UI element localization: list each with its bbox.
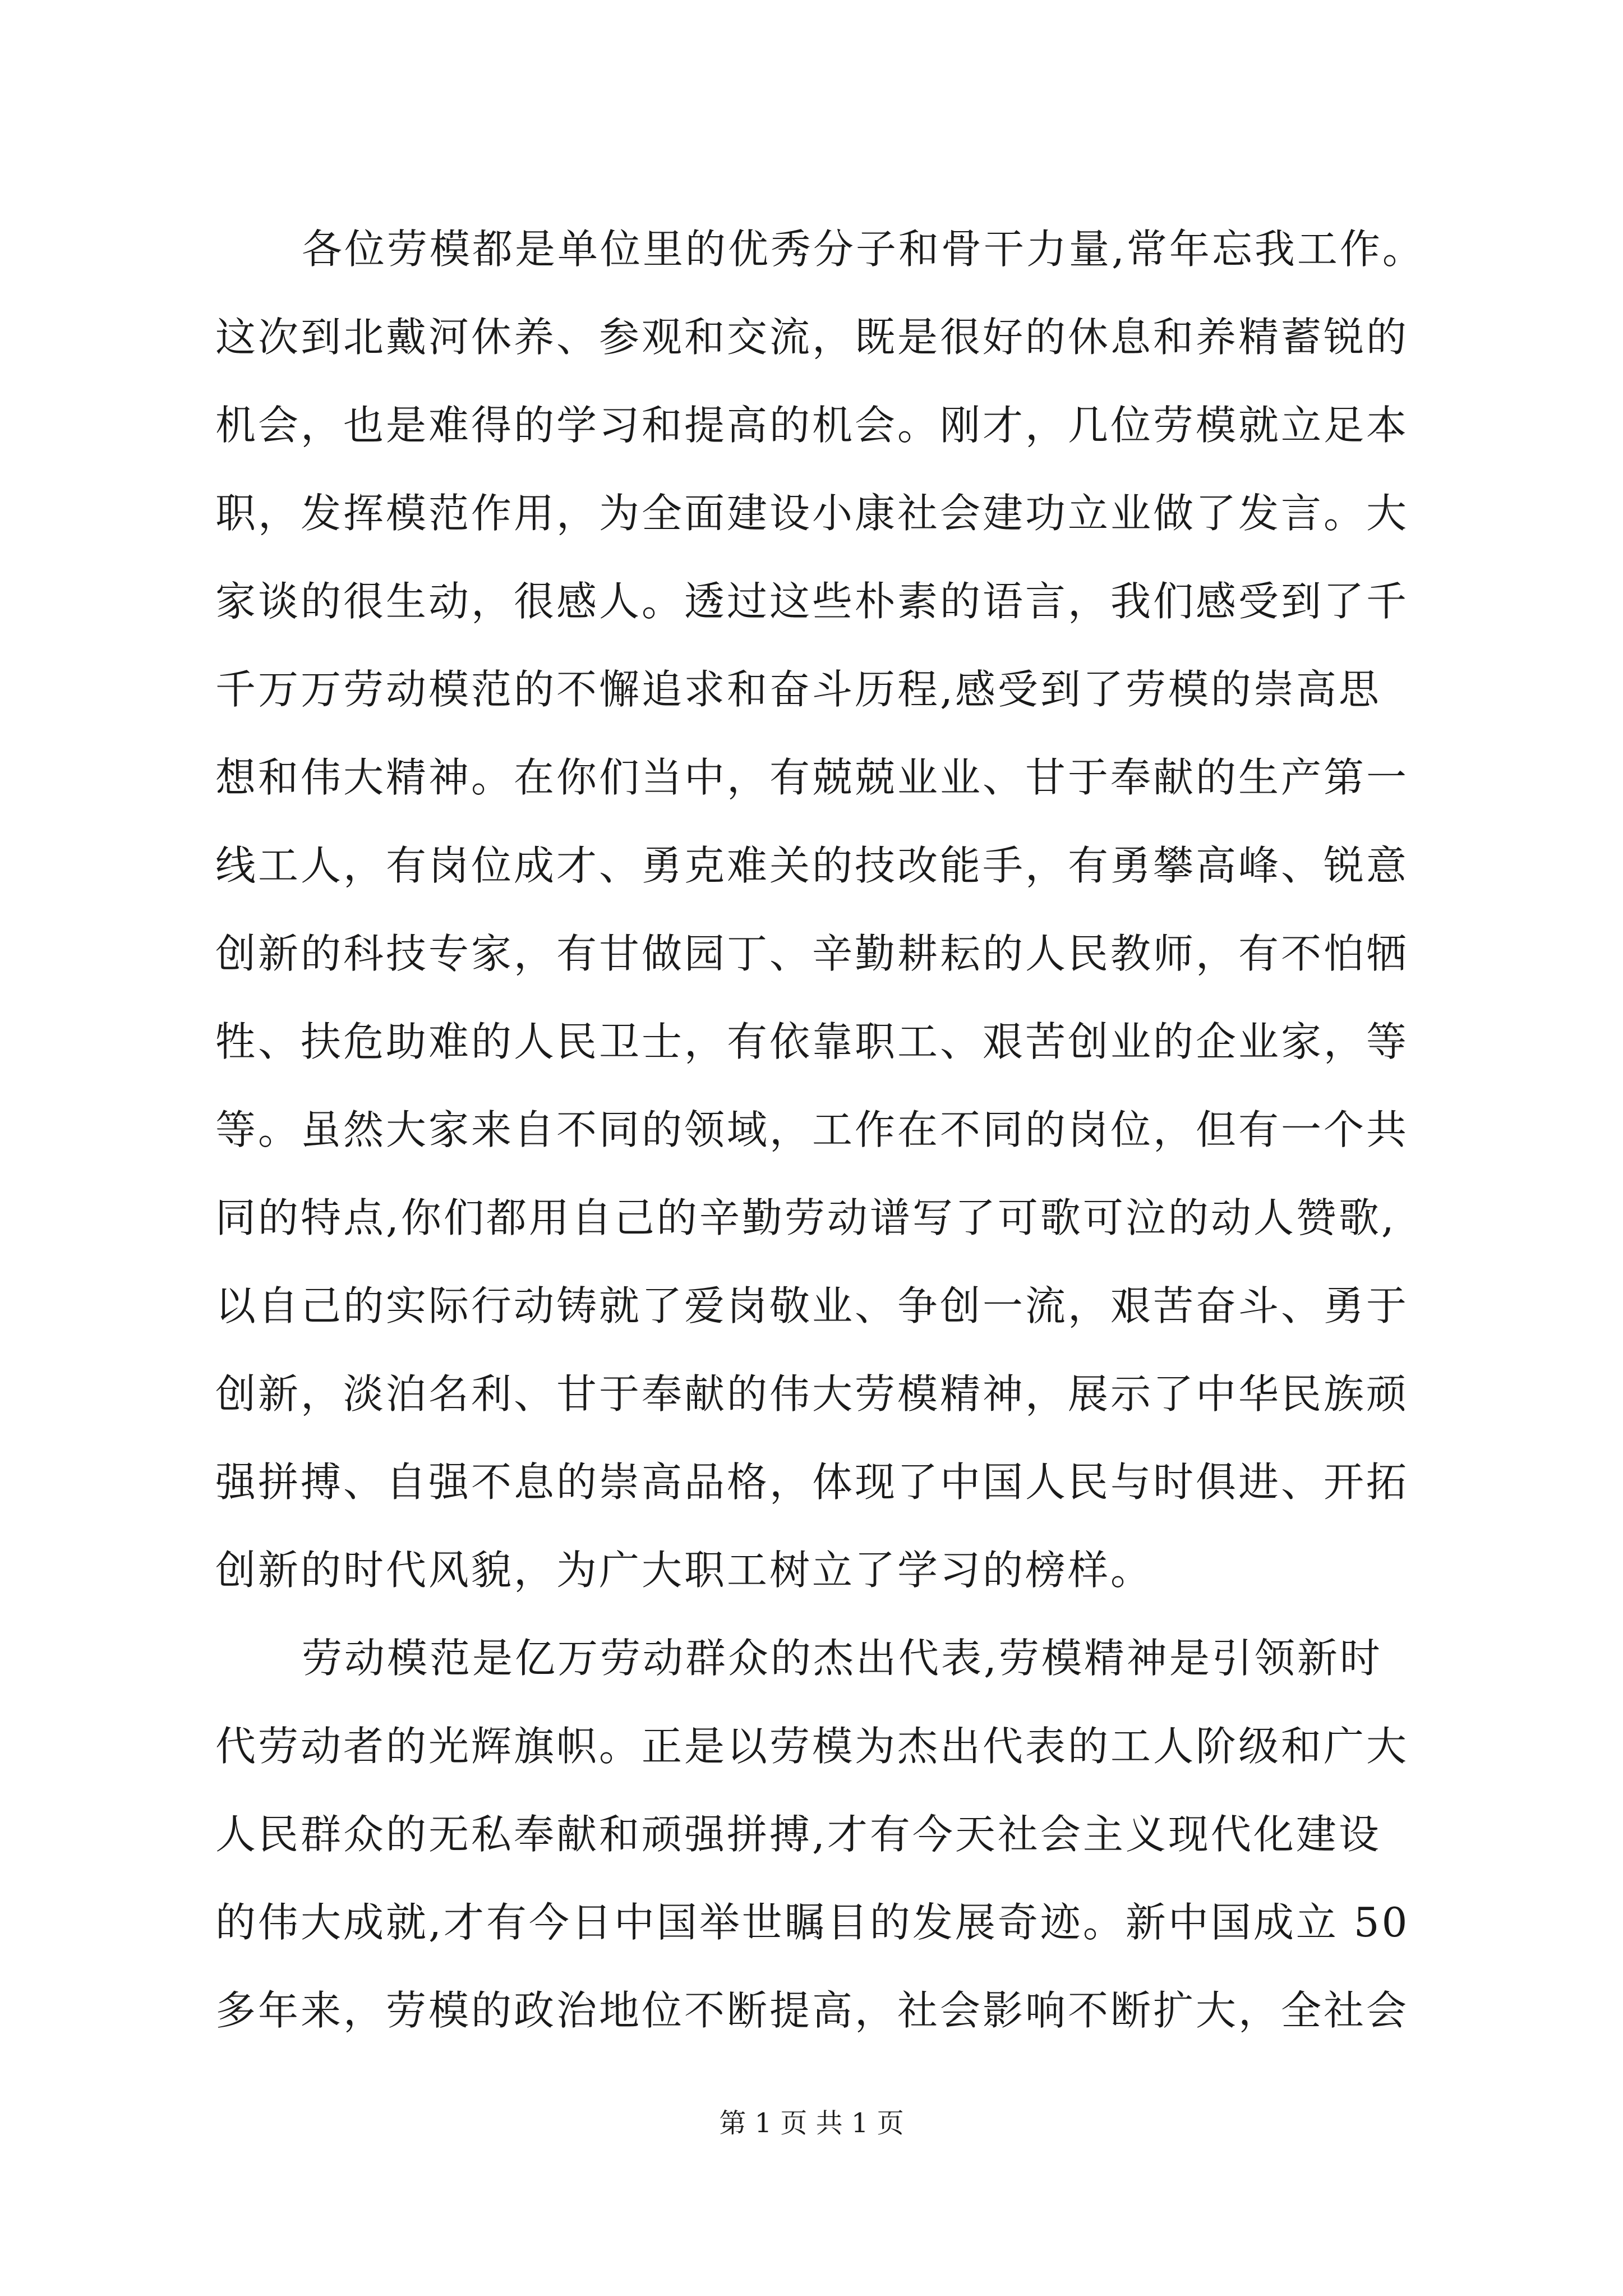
paragraph-2-line-4: 的伟大成就,才有今日中国举世瞩目的发展奇迹。新中国成立 50	[215, 1899, 1410, 1946]
paragraph-1-line-9: 创新的科技专家，有甘做园丁、辛勤耕耘的人民教师，有不怕牺	[215, 930, 1409, 977]
paragraph-2-line-5: 多年来，劳模的政治地位不断提高，社会影响不断扩大，全社会	[215, 1987, 1409, 2034]
paragraph-2-line-2: 代劳动者的光辉旗帜。正是以劳模为杰出代表的工人阶级和广大	[215, 1723, 1409, 1770]
paragraph-2-line-1: 劳动模范是亿万劳动群众的杰出代表,劳模精神是引领新时	[302, 1635, 1382, 1682]
paragraph-1-line-10: 牲、扶危助难的人民卫士，有依靠职工、艰苦创业的企业家，等	[215, 1018, 1409, 1065]
paragraph-1-line-14: 创新，淡泊名利、甘于奉献的伟大劳模精神，展示了中华民族顽	[215, 1370, 1409, 1418]
paragraph-1-line-2: 这次到北戴河休养、参观和交流，既是很好的休息和养精蓄锐的	[215, 314, 1409, 361]
paragraph-1-line-15: 强拼搏、自强不息的崇高品格，体现了中国人民与时俱进、开拓	[215, 1458, 1409, 1506]
page-footer: 第 1 页 共 1 页	[719, 2108, 904, 2139]
paragraph-1-line-1: 各位劳模都是单位里的优秀分子和骨干力量,常年忘我工作。	[302, 226, 1425, 273]
paragraph-1-line-4: 职，发挥模范作用，为全面建设小康社会建功立业做了发言。大	[215, 490, 1409, 537]
paragraph-1-line-12: 同的特点,你们都用自己的辛勤劳动谱写了可歌可泣的动人赞歌,	[215, 1194, 1396, 1241]
paragraph-1-line-8: 线工人，有岗位成才、勇克难关的技改能手，有勇攀高峰、锐意	[215, 842, 1409, 889]
paragraph-1-line-3: 机会，也是难得的学习和提高的机会。刚才，几位劳模就立足本	[215, 402, 1409, 449]
paragraph-1-line-5: 家谈的很生动，很感人。透过这些朴素的语言，我们感受到了千	[215, 578, 1409, 625]
paragraph-1-line-6: 千万万劳动模范的不懈追求和奋斗历程,感受到了劳模的崇高思	[215, 666, 1381, 713]
paragraph-2-line-3: 人民群众的无私奉献和顽强拼搏,才有今天社会主义现代化建设	[215, 1811, 1381, 1858]
paragraph-1-line-13: 以自己的实际行动铸就了爱岗敬业、争创一流，艰苦奋斗、勇于	[215, 1282, 1409, 1329]
paragraph-1-line-11: 等。虽然大家来自不同的领域，工作在不同的岗位，但有一个共	[215, 1106, 1409, 1153]
paragraph-1-line-16: 创新的时代风貌，为广大职工树立了学习的榜样。	[215, 1547, 1154, 1594]
paragraph-1-line-7: 想和伟大精神。在你们当中，有兢兢业业、甘于奉献的生产第一	[215, 754, 1409, 801]
